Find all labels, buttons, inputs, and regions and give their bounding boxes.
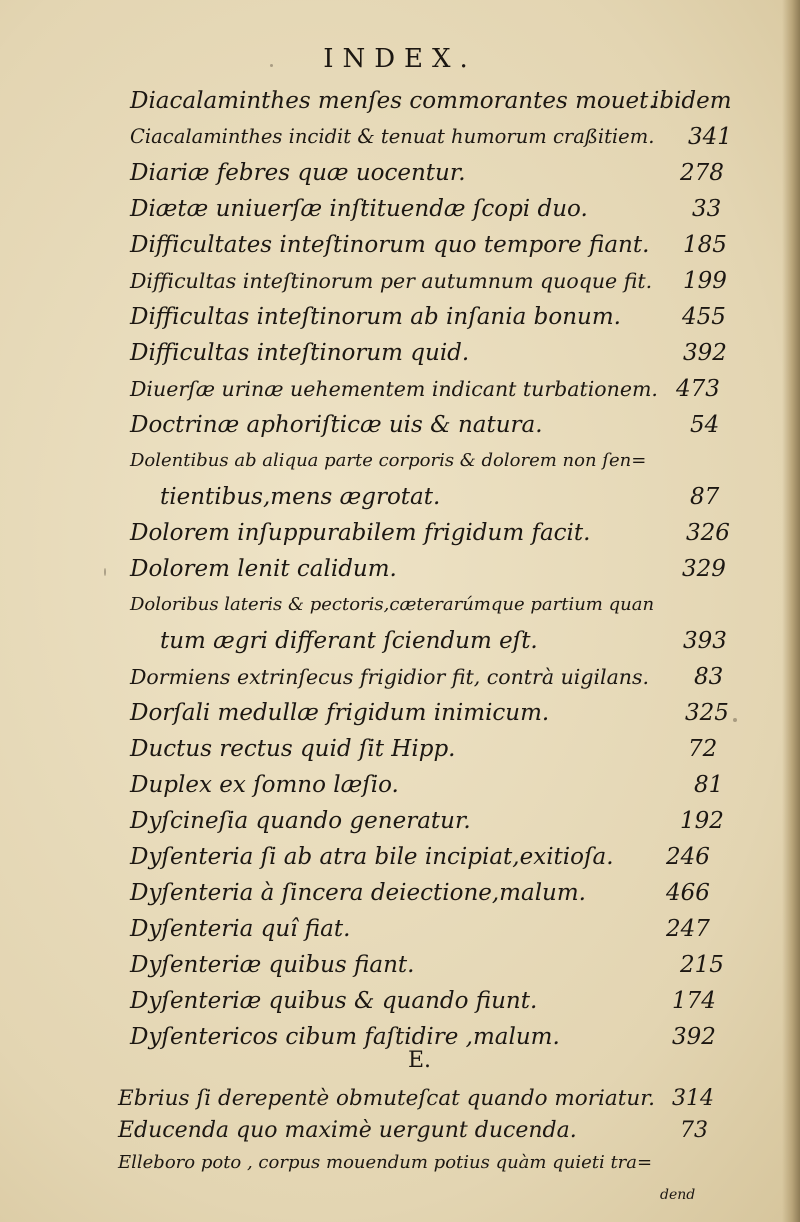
entry-term: Doloribus lateris & pectoris,cæterarúmque partium quan — [130, 594, 655, 615]
index-entry — [0, 1020, 800, 1054]
index-entry — [0, 1082, 800, 1116]
entry-page: 174 — [672, 988, 716, 1014]
entry-term: Dyſenteria ſi ab atra bile incipiat,exitioſa. — [130, 844, 614, 870]
entry-term: Difficultas inteſtinorum per autumnum quoque fit. — [130, 269, 653, 293]
index-entry — [0, 1114, 800, 1148]
index-entry — [0, 876, 800, 910]
entry-term: Diacalaminthes menſes commorantes mouet. — [130, 88, 656, 114]
entry-term: Dorſali medullæ frigidum inimicum. — [130, 700, 550, 726]
entry-term: Dyſenteria à ſincera deiectione,malum. — [130, 880, 586, 906]
entry-term: Diætæ uniuerſæ inſtituendæ ſcopi duo. — [130, 196, 588, 222]
entry-page: 466 — [666, 880, 710, 906]
index-entry — [0, 228, 800, 262]
index-entry — [0, 192, 800, 226]
entry-term: Difficultas inteſtinorum ab inſania bonum. — [130, 304, 621, 330]
entry-page: 278 — [680, 160, 724, 186]
entry-page: 54 — [690, 412, 720, 438]
ink-speck — [270, 64, 273, 67]
index-entry — [0, 660, 800, 694]
entry-term: Dyſentericos cibum faſtidire ,malum. — [130, 1024, 560, 1050]
entry-term: Diuerſæ urinæ uehementem indicant turbationem. — [130, 377, 658, 401]
entry-term: Dyſcineſia quando generatur. — [130, 808, 471, 834]
ink-speck — [104, 568, 106, 576]
entry-page: 329 — [682, 556, 726, 582]
entry-term: Difficultas inteſtinorum quid. — [130, 340, 470, 366]
entry-term: Dyſenteriæ quibus fiant. — [130, 952, 415, 978]
entry-term: Ciacalaminthes incidit & tenuat humorum craßitiem. — [130, 125, 655, 148]
index-entry — [0, 480, 800, 514]
entry-page: 393 — [683, 628, 727, 654]
index-entry — [0, 588, 800, 622]
entry-page: 215 — [680, 952, 724, 978]
index-entry — [0, 372, 800, 406]
entry-page: 81 — [694, 772, 724, 798]
entry-page: 185 — [683, 232, 727, 258]
index-entry — [0, 300, 800, 334]
entry-term: Elleboro poto , corpus mouendum potius quàm quieti tra= — [118, 1152, 653, 1173]
entry-term: Ebrius ſi derepentè obmuteſcat quando moriatur. — [118, 1086, 655, 1111]
entry-page: 33 — [692, 196, 722, 222]
entry-term: Dormiens extrinſecus frigidior fit, contrà uigilans. — [130, 665, 650, 689]
index-entry — [0, 768, 800, 802]
index-entry — [0, 1146, 800, 1180]
entry-term: Doctrinæ aphoriſticæ uis & natura. — [130, 412, 543, 438]
index-entry — [0, 624, 800, 658]
ink-speck — [733, 718, 737, 722]
entry-term-continuation: dend — [660, 1187, 696, 1203]
entry-page: 314 — [672, 1086, 714, 1111]
entry-page: ibidem — [652, 88, 732, 114]
entry-term: Dolentibus ab aliqua parte corporis & dolorem non ſen= — [130, 450, 647, 471]
index-entry — [0, 840, 800, 874]
entry-term: Dolorem inſuppurabilem frigidum facit. — [130, 520, 591, 546]
entry-term-continuation: tientibus,mens ægrotat. — [160, 484, 441, 510]
entry-term: Difficultates inteſtinorum quo tempore fiant. — [130, 232, 650, 258]
entry-term-continuation: tum ægri differant ſciendum eſt. — [160, 628, 538, 654]
entry-page: 192 — [680, 808, 724, 834]
entry-page: 72 — [688, 736, 718, 762]
index-entry — [0, 264, 800, 298]
entry-term: Dyſenteria quî fiat. — [130, 916, 351, 942]
entry-page: 87 — [690, 484, 720, 510]
entry-term: Dolorem lenit calidum. — [130, 556, 397, 582]
entry-page: 392 — [683, 340, 727, 366]
entry-term: Ductus rectus quid ſit Hipp. — [130, 736, 456, 762]
index-entry — [0, 444, 800, 478]
index-entry — [0, 732, 800, 766]
entry-term: Diariæ febres quæ uocentur. — [130, 160, 466, 186]
page-title: INDEX. — [323, 44, 477, 74]
index-entry — [0, 336, 800, 370]
entry-page: 473 — [676, 376, 720, 402]
entry-term: Duplex ex ſomno læſio. — [130, 772, 399, 798]
entry-page: 73 — [680, 1118, 708, 1143]
entry-page: 247 — [666, 916, 710, 942]
section-letter: E. — [408, 1048, 432, 1073]
index-entry — [0, 156, 800, 190]
entry-page: 341 — [688, 124, 732, 150]
entry-page: 83 — [694, 664, 724, 690]
index-entry — [0, 948, 800, 982]
entry-term: Educenda quo maximè uergunt ducenda. — [118, 1118, 577, 1143]
entry-term: Dyſenteriæ quibus & quando fiunt. — [130, 988, 538, 1014]
entry-page: 326 — [686, 520, 730, 546]
index-entry — [0, 912, 800, 946]
index-entry — [0, 1178, 800, 1212]
entry-page: 455 — [682, 304, 726, 330]
entry-page: 392 — [672, 1024, 716, 1050]
entry-page: 199 — [683, 268, 727, 294]
entry-page: 325 — [685, 700, 729, 726]
index-entry — [0, 984, 800, 1018]
index-entry — [0, 408, 800, 442]
index-entry — [0, 120, 800, 154]
index-entry — [0, 552, 800, 586]
index-entry — [0, 84, 800, 118]
entry-page: 246 — [666, 844, 710, 870]
index-entry — [0, 804, 800, 838]
index-entry — [0, 516, 800, 550]
index-entry — [0, 696, 800, 730]
